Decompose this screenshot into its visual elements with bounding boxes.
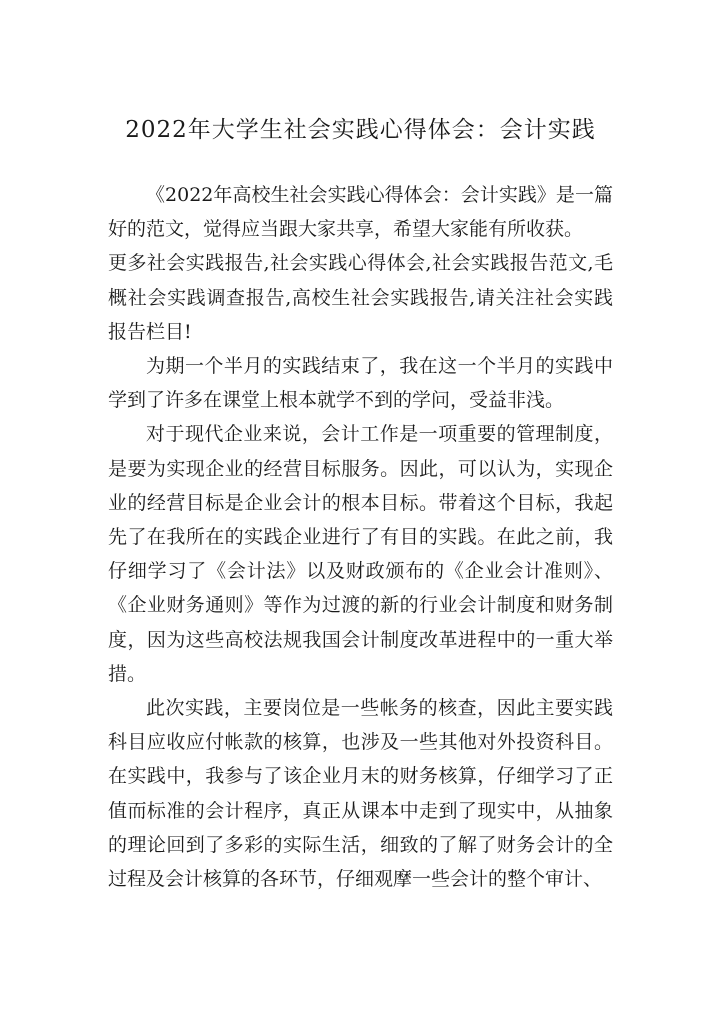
document-title: 2022年大学生社会实践心得体会：会计实践 — [125, 117, 596, 143]
paragraph-practice-end: 为期一个半月的实践结束了，我在这一个半月的实践中学到了许多在课堂上根本就学不到的学问，受益非浅。 — [108, 355, 613, 412]
paragraph-intro: 《2022年高校生社会实践心得体会：会计实践》是一篇好的范文，觉得应当跟大家共享，希望大家能有所收获。 — [108, 184, 613, 241]
paragraph-related-links: 更多社会实践报告,社会实践心得体会,社会实践报告范文,毛概社会实践调查报告,高校生社会实践报告,请关注社会实践报告栏目! — [108, 252, 613, 343]
document-body — [108, 178, 613, 896]
paragraph-practice-details: 此次实践，主要岗位是一些帐务的核查，因此主要实践科目应收应付帐款的核算，也涉及一些其他对外投资科目。在实践中，我参与了该企业月末的财务核算，仔细学习了正值而标准的会计程序，真正从课本中走到了现实中，从抽象的理论回到了多彩的实际生活，细致的了解了财务会计的全过程及会计核算的各环节，仔细观摩一些会计的整个审计、 — [108, 697, 613, 891]
paragraph-enterprise-accounting: 对于现代企业来说，会计工作是一项重要的管理制度，是要为实现企业的经营目标服务。因此，可以认为，实现企业的经营目标是企业会计的根本目标。带着这个目标，我起先了在我所在的实践企业进行了有目的实践。在此之前，我仔细学习了《会计法》以及财政颁布的《企业会计准则》、《企业财务通则》等作为过渡的新的行业会计制度和财务制度，因为这些高校法规我国会计制度改革进程中的一重大举措。 — [108, 423, 613, 685]
